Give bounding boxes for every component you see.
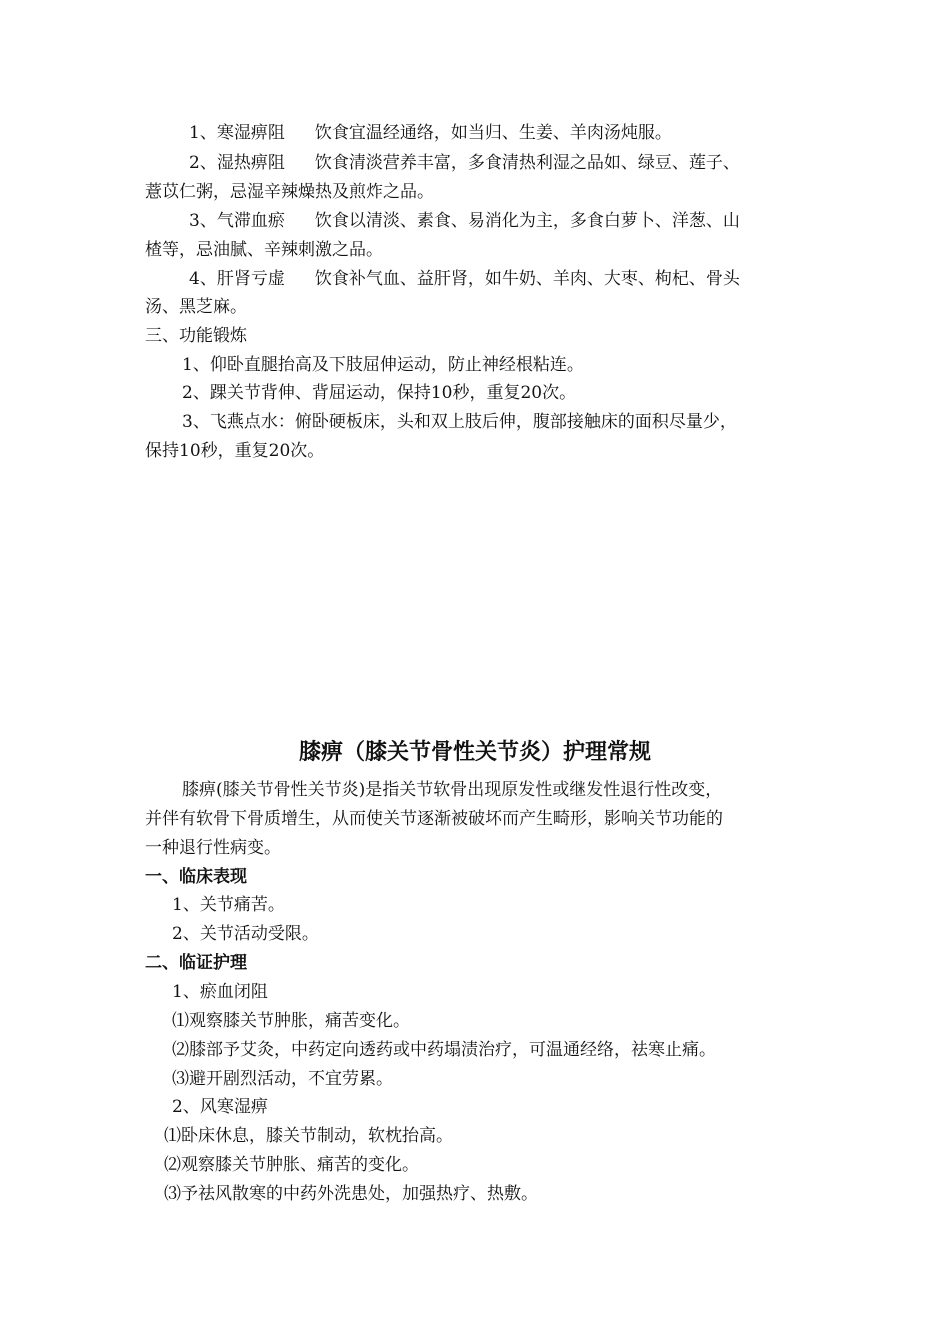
diet-item-1-label: 1、寒湿痹阻 [189, 123, 285, 143]
diet-item-4 [0, 267, 950, 291]
care-heading: 二、临证护理 [145, 953, 247, 973]
diet-item-1 [0, 121, 950, 145]
diet-item-3 [0, 209, 950, 233]
page-title: 膝痹（膝关节骨性关节炎）护理常规 [298, 740, 651, 765]
intro-line-3: 一种退行性病变。 [145, 838, 281, 858]
clinical-item-2: 2、关节活动受限。 [172, 924, 319, 944]
exercise-item-1: 1、仰卧直腿抬高及下肢屈伸运动，防止神经根粘连。 [182, 355, 584, 375]
stasis-item-2: ⑵膝部予艾灸，中药定向透药或中药塌渍治疗，可温通经络，祛寒止痛。 [172, 1040, 716, 1060]
clinical-heading: 一、临床表现 [145, 867, 247, 887]
intro-line-1: 膝痹(膝关节骨性关节炎)是指关节软骨出现原发性或继发性退行性改变， [182, 780, 723, 800]
stasis-item-3: ⑶避开剧烈活动，不宜劳累。 [172, 1069, 393, 1089]
clinical-item-1: 1、关节痛苦。 [172, 895, 285, 915]
cold-heading: 2、风寒湿痹 [172, 1097, 268, 1117]
exercise-heading: 三、功能锻炼 [145, 326, 247, 346]
stasis-item-1: ⑴观察膝关节肿胀，痛苦变化。 [172, 1011, 410, 1031]
diet-item-3-label: 3、气滞血瘀 [189, 211, 285, 231]
diet-item-4-label: 4、肝肾亏虚 [189, 269, 285, 289]
exercise-item-3: 3、飞燕点水：俯卧硬板床，头和双上肢后伸，腹部接触床的面积尽量少， [182, 412, 737, 432]
cold-item-1: ⑴卧床休息，膝关节制动，软枕抬高。 [164, 1126, 453, 1146]
cold-item-3: ⑶予祛风散寒的中药外洗患处，加强热疗、热敷。 [164, 1184, 538, 1204]
cold-item-2: ⑵观察膝关节肿胀、痛苦的变化。 [164, 1155, 419, 1175]
diet-item-2-label: 2、湿热痹阻 [189, 153, 285, 173]
diet-item-3-text: 饮食以清淡、素食、易消化为主，多食白萝卜、洋葱、山 [314, 211, 740, 231]
diet-item-4-text: 饮食补气血、益肝肾，如牛奶、羊肉、大枣、枸杞、骨头 [314, 269, 740, 289]
diet-item-1-text: 饮食宜温经通络，如当归、生姜、羊肉汤炖服。 [314, 123, 672, 143]
stasis-heading: 1、瘀血闭阻 [172, 982, 268, 1002]
diet-item-4-cont: 汤、黑芝麻。 [145, 297, 247, 317]
diet-item-2 [0, 151, 950, 175]
diet-item-2-text: 饮食清淡营养丰富，多食清热利湿之品如、绿豆、莲子、 [314, 153, 740, 173]
intro-line-2: 并伴有软骨下骨质增生，从而使关节逐渐被破坏而产生畸形，影响关节功能的 [145, 809, 723, 829]
diet-item-3-cont: 楂等，忌油腻、辛辣刺激之品。 [145, 240, 383, 260]
exercise-item-2: 2、踝关节背伸、背屈运动，保持10秒，重复20次。 [182, 383, 577, 403]
exercise-item-3-cont: 保持10秒，重复20次。 [145, 441, 325, 461]
diet-item-2-cont: 薏苡仁粥，忌湿辛辣燥热及煎炸之品。 [145, 182, 434, 202]
